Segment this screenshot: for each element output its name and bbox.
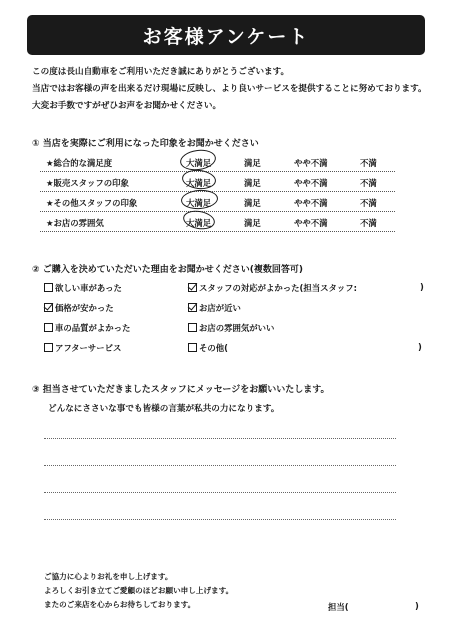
reason-option[interactable] [188, 322, 274, 334]
message-line[interactable] [44, 438, 396, 439]
rating-row [40, 192, 395, 212]
reason-label: お店が近い [199, 303, 241, 313]
reason-option[interactable] [44, 322, 130, 334]
checkbox[interactable] [44, 283, 53, 292]
rating-option[interactable]: 満足 [244, 158, 261, 168]
rating-option[interactable]: 満足 [244, 198, 261, 208]
rating-option[interactable]: 不満 [360, 218, 377, 228]
rating-option[interactable]: 大満足 [186, 218, 212, 228]
rating-label: ★その他スタッフの印象 [46, 198, 138, 208]
intro-line: 大変お手数ですがぜひお声をお聞かせください。 [32, 101, 222, 111]
page-title: お客様アンケート [142, 25, 310, 48]
rating-row [40, 152, 395, 172]
q1-heading: ① 当店を実際にご利用になった印象をお聞かせください [32, 139, 259, 149]
reason-option[interactable] [44, 302, 114, 314]
rating-label: ★総合的な満足度 [46, 158, 113, 168]
checkbox[interactable] [44, 323, 53, 332]
rating-option[interactable]: 満足 [244, 218, 261, 228]
q3-heading: ③ 担当させていただきましたスタッフにメッセージをお願いいたします。 [32, 385, 330, 395]
rating-option[interactable]: 大満足 [186, 158, 212, 168]
rating-option[interactable]: 大満足 [186, 178, 212, 188]
rating-label: ★販売スタッフの印象 [46, 178, 129, 188]
rating-label: ★お店の雰囲気 [46, 218, 104, 228]
checkbox-checked[interactable] [44, 303, 53, 312]
rating-option[interactable]: やや不満 [294, 198, 328, 208]
reason-option[interactable] [44, 282, 122, 294]
paren-close: ) [420, 282, 424, 292]
intro-text [32, 64, 427, 115]
closing-text [44, 570, 233, 612]
checkbox-checked[interactable] [188, 283, 197, 292]
q2-heading: ② ご購入を決めていただいた理由をお聞かせください(複数回答可) [32, 265, 303, 275]
rating-option[interactable]: 満足 [244, 178, 261, 188]
rating-option[interactable]: 不満 [360, 158, 377, 168]
rating-option[interactable]: やや不満 [294, 178, 328, 188]
message-line[interactable] [44, 465, 396, 466]
reason-label: 欲しい車があった [55, 283, 122, 293]
closing-line: またのご来店を心からお待ちしております。 [44, 600, 196, 609]
intro-line: この度は長山自動車をご利用いただき誠にありがとうございます。 [32, 67, 290, 77]
checkbox[interactable] [188, 343, 197, 352]
reason-label: スタッフの対応がよかった(担当スタッフ: [199, 283, 357, 293]
reason-option[interactable] [188, 282, 357, 294]
checkbox[interactable] [44, 343, 53, 352]
checkbox[interactable] [188, 323, 197, 332]
reason-option[interactable] [188, 302, 241, 314]
closing-line: よろしくお引き立てご愛顧のほどお願い申し上げます。 [44, 586, 234, 595]
message-line[interactable] [44, 519, 396, 520]
closing-line: ご協力に心よりお礼を申し上げます。 [44, 572, 173, 581]
reason-label: お店の雰囲気がいい [199, 323, 275, 333]
q3-subheading: どんなにささいな事でも皆様の言葉が私共の力になります。 [48, 404, 280, 414]
rating-option[interactable]: 不満 [360, 198, 377, 208]
checkbox-checked[interactable] [188, 303, 197, 312]
rating-option[interactable]: 大満足 [186, 198, 212, 208]
rating-option[interactable]: 不満 [360, 178, 377, 188]
reason-label: その他( [199, 343, 228, 353]
staff-field-label: 担当( [328, 602, 349, 612]
row-divider [40, 231, 395, 232]
rating-row [40, 212, 395, 232]
rating-row [40, 172, 395, 192]
reason-option[interactable] [188, 342, 228, 354]
reason-option[interactable] [44, 342, 121, 354]
rating-option[interactable]: やや不満 [294, 218, 328, 228]
reason-label: 車の品質がよかった [55, 323, 131, 333]
staff-field-close: ) [415, 601, 419, 611]
reason-label: 価格が安かった [55, 303, 114, 313]
paren-close: ) [418, 342, 422, 352]
intro-line: 当店ではお客様の声を出来るだけ現場に反映し、より良いサービスを提供することに努めております。 [32, 84, 427, 94]
reason-label: アフターサービス [55, 343, 122, 353]
message-line[interactable] [44, 492, 396, 493]
rating-option[interactable]: やや不満 [294, 158, 328, 168]
survey-title-banner [27, 15, 425, 55]
